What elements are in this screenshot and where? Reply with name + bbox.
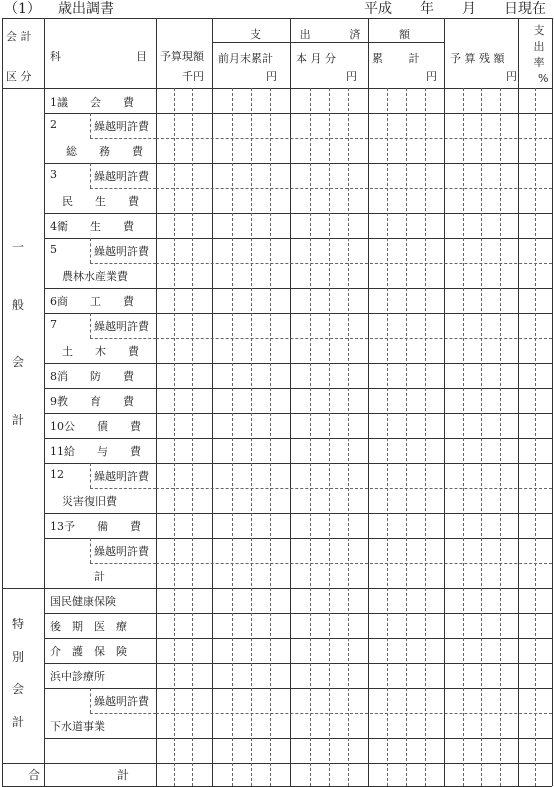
row-divider	[44, 288, 552, 289]
header-hongetsu: 本 月 分	[296, 52, 336, 65]
sub-row-divider	[156, 138, 552, 139]
document-title: 歳出調書	[58, 1, 114, 17]
kurikoshi-divider	[90, 163, 91, 188]
sub-row-divider	[90, 488, 156, 489]
table-border-right	[552, 18, 553, 786]
header-sen-en: 千円	[182, 70, 204, 83]
header-yosan-zangaku: 予 算 残 額	[450, 52, 505, 65]
column-divider	[444, 18, 445, 786]
row-divider	[44, 688, 552, 689]
table-border-left	[2, 18, 3, 786]
row-divider	[44, 638, 552, 639]
item-num-12: 12	[50, 468, 64, 481]
row-divider	[44, 438, 552, 439]
item-kosai: 10公 債 費	[50, 420, 141, 433]
item-num-5: 5	[50, 243, 57, 256]
item-gesui: 下水道事業	[50, 720, 105, 733]
kurikoshi-divider	[90, 313, 91, 338]
sub-row-divider	[156, 563, 552, 564]
item-kurikoshi-2: 繰越明許費	[94, 120, 149, 133]
item-eisei: 4衛 生 費	[50, 220, 134, 233]
digit-guide	[348, 88, 349, 786]
item-minsei: 民 生 費	[62, 195, 139, 208]
sub-row-divider	[90, 563, 156, 564]
digit-guide	[387, 88, 388, 786]
header-kaikei: 会 計	[6, 30, 32, 43]
sub-row-divider	[90, 188, 156, 189]
header-en-3: 円	[426, 70, 437, 83]
item-gikai: 1議 会 費	[50, 96, 134, 109]
kurikoshi-divider	[90, 238, 91, 263]
item-kei: 計	[94, 570, 105, 583]
group-tokubetsu-kaikei: 特 別 会 計	[12, 617, 25, 729]
row-divider	[44, 463, 552, 464]
digit-guide	[192, 88, 193, 786]
row-divider	[44, 738, 552, 739]
sub-row-divider	[90, 713, 156, 714]
digit-guide	[232, 88, 233, 786]
digit-guide	[329, 88, 330, 786]
digit-guide	[425, 88, 426, 786]
item-hamanaka: 浜中診療所	[50, 670, 105, 683]
header-percent: %	[538, 72, 549, 85]
section-divider	[2, 763, 552, 764]
header-shishutsuritsu: 支 出 率	[533, 24, 545, 69]
column-divider	[290, 18, 291, 786]
sub-row-divider	[156, 263, 552, 264]
row-divider	[44, 388, 552, 389]
header-en-2: 円	[346, 70, 357, 83]
row-divider	[44, 663, 552, 664]
digit-guide	[535, 88, 536, 786]
row-divider	[44, 413, 552, 414]
item-saigai: 災害復旧費	[62, 495, 117, 508]
item-num-2: 2	[50, 118, 57, 131]
column-divider	[212, 18, 213, 786]
table-border-top	[2, 18, 552, 19]
header-yosan-gengaku: 予算現額	[160, 50, 204, 63]
row-divider	[44, 363, 552, 364]
digit-guide	[406, 88, 407, 786]
row-divider	[44, 163, 552, 164]
item-kurikoshi-5: 繰越明許費	[94, 245, 149, 258]
item-norin: 農林水産業費	[62, 270, 128, 283]
row-divider	[44, 513, 552, 514]
item-kaigo: 介 護 保 険	[50, 645, 127, 658]
digit-guide	[270, 88, 271, 786]
item-kurikoshi-7: 繰越明許費	[94, 320, 149, 333]
sub-row-divider	[156, 713, 552, 714]
item-kurikoshi-12: 繰越明許費	[94, 470, 149, 483]
row-divider	[44, 238, 552, 239]
item-shobo: 8消 防 費	[50, 370, 134, 383]
header-kubun: 区 分	[6, 70, 32, 83]
sub-row-divider	[90, 138, 156, 139]
row-divider	[44, 213, 552, 214]
kurikoshi-divider	[90, 538, 91, 563]
total-label-right: 計	[117, 768, 130, 782]
item-somu: 総 務 費	[66, 145, 143, 158]
row-divider	[44, 538, 552, 539]
total-label-left: 合	[28, 768, 41, 782]
item-kurikoshi-gesui: 繰越明許費	[94, 695, 149, 708]
sub-row-divider	[156, 188, 552, 189]
section-number: （1）	[4, 1, 41, 17]
column-divider	[518, 18, 519, 786]
sub-row-divider	[156, 488, 552, 489]
item-doboku: 土 木 費	[62, 345, 139, 358]
digit-guide	[310, 88, 311, 786]
row-divider	[44, 313, 552, 314]
item-kurikoshi-3: 繰越明許費	[94, 170, 149, 183]
kurikoshi-divider	[90, 113, 91, 138]
item-num-3: 3	[50, 168, 57, 181]
item-kurikoshi-total: 繰越明許費	[94, 545, 149, 558]
item-koki: 後 期 医 療	[50, 620, 127, 633]
item-yobi: 13予 備 費	[50, 520, 141, 533]
column-divider	[368, 18, 369, 786]
row-divider	[44, 613, 552, 614]
kurikoshi-divider	[90, 688, 91, 713]
column-divider	[156, 18, 157, 786]
header-zengetsu: 前月末累計	[218, 52, 273, 65]
item-kyuyo: 11給 与 費	[50, 445, 141, 458]
item-shoko: 6商 工 費	[50, 295, 134, 308]
header-kamoku-right: 目	[136, 50, 147, 63]
header-band-line	[212, 42, 444, 43]
header-shishutsu-zumi: 支 出 済 額	[250, 28, 410, 41]
item-kyoiku: 9教 育 費	[50, 395, 134, 408]
section-divider	[2, 588, 552, 589]
sub-row-divider	[90, 338, 156, 339]
digit-guide	[174, 88, 175, 786]
kurikoshi-divider	[90, 463, 91, 488]
digit-guide	[500, 88, 501, 786]
sub-row-divider	[90, 263, 156, 264]
column-divider	[44, 18, 45, 786]
header-bottom-line	[2, 88, 552, 89]
header-kamoku-left: 科	[50, 50, 61, 63]
sub-row-divider	[156, 338, 552, 339]
group-ippan-kaikei: 一 般 会 計	[12, 240, 25, 427]
digit-guide	[463, 88, 464, 786]
digit-guide	[251, 88, 252, 786]
digit-guide	[481, 88, 482, 786]
header-en-1: 円	[266, 70, 277, 83]
item-num-7: 7	[50, 318, 57, 331]
header-ruikei: 累 計	[372, 52, 420, 65]
row-divider	[44, 113, 552, 114]
item-kokuho: 国民健康保険	[50, 595, 116, 608]
header-en-4: 円	[506, 70, 517, 83]
date-label: 平成 年 月 日現在	[364, 1, 546, 17]
